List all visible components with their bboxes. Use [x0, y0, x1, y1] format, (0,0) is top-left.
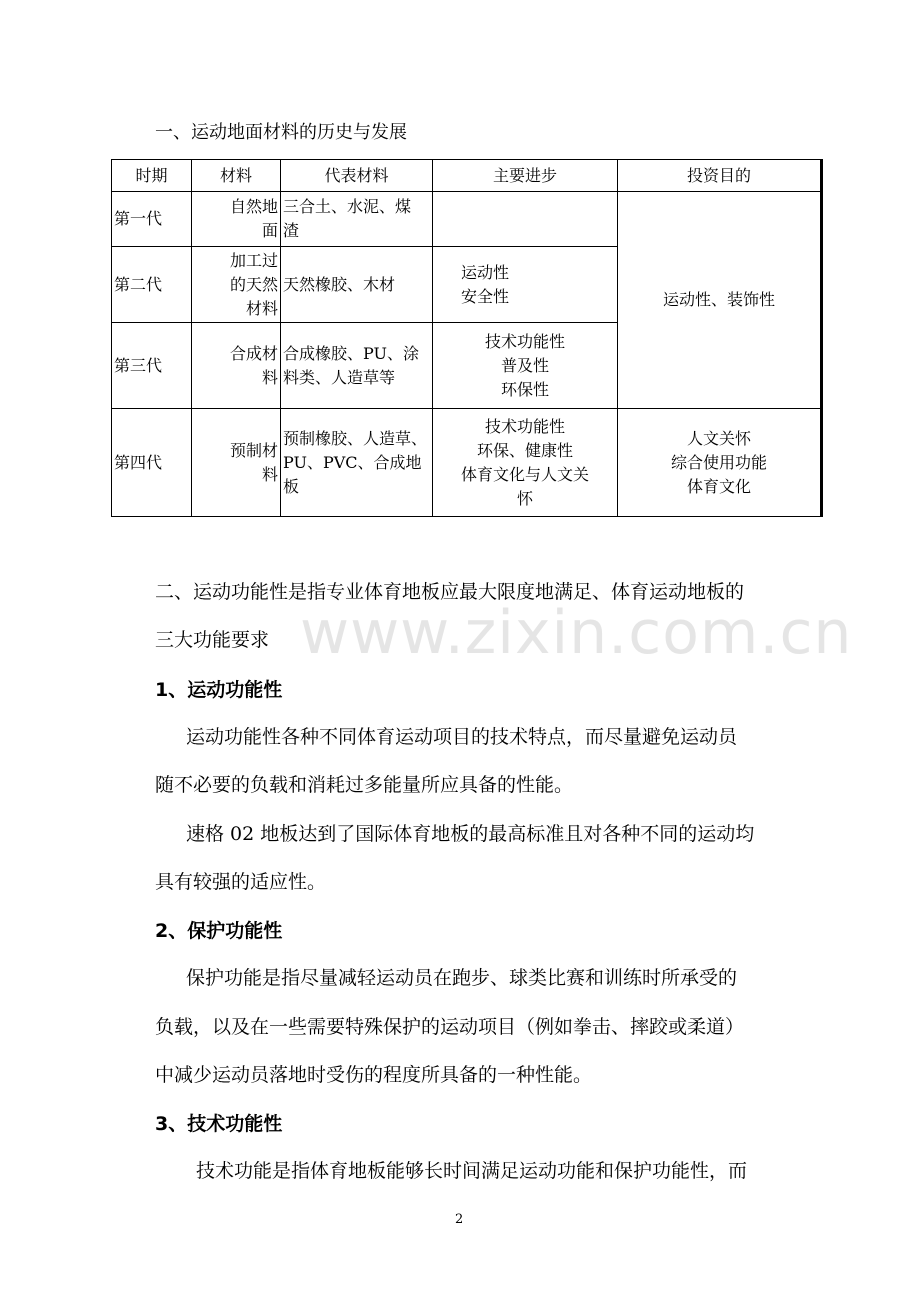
- heading-technical-function: 3、技术功能性: [155, 1113, 283, 1135]
- progress-cell: 技术功能性 环保、健康性 体育文化与人文关 怀: [433, 409, 618, 517]
- material-cell: 自然地 面: [192, 192, 281, 247]
- purpose-cell: 人文关怀 综合使用功能 体育文化: [618, 409, 822, 517]
- material-cell: 预制材 料: [192, 409, 281, 517]
- section-title: 一、运动地面材料的历史与发展: [155, 122, 407, 143]
- heading-sport-function: 1、运动功能性: [155, 679, 283, 701]
- representative-cell: 天然橡胶、木材: [281, 247, 433, 323]
- period-cell: 第三代: [112, 323, 192, 409]
- paragraph-line: 随不必要的负载和消耗过多能量所应具备的性能。: [155, 774, 574, 796]
- history-table: [111, 159, 823, 517]
- header-cell: 时期: [112, 160, 192, 192]
- paragraph-line: 速格 02 地板达到了国际体育地板的最高标准且对各种不同的运动均: [186, 823, 755, 845]
- material-cell: 合成材 料: [192, 323, 281, 409]
- period-cell: 第四代: [112, 409, 192, 517]
- paragraph-line: 技术功能是指体育地板能够长时间满足运动功能和保护功能性，而: [196, 1160, 748, 1182]
- paragraph-line: 保护功能是指尽量减轻运动员在跑步、球类比赛和训练时所承受的: [186, 967, 738, 989]
- progress-cell: 技术功能性 普及性 环保性: [433, 323, 618, 409]
- section2-line: 二、运动功能性是指专业体育地板应最大限度地满足、体育运动地板的: [155, 581, 745, 603]
- material-cell: 加工过 的天然 材料: [192, 247, 281, 323]
- progress-cell: [433, 192, 618, 247]
- progress-cell: 运动性 安全性: [433, 247, 618, 323]
- paragraph-line: 具有较强的适应性。: [155, 871, 327, 893]
- representative-cell: 预制橡胶、人造草、 PU、PVC、合成地 板: [281, 409, 433, 517]
- page-number: 2: [455, 1212, 464, 1227]
- period-cell: 第二代: [112, 247, 192, 323]
- paragraph-line: 运动功能性各种不同体育运动项目的技术特点，而尽量避免运动员: [186, 726, 738, 748]
- representative-cell: 合成橡胶、PU、涂 料类、人造草等: [281, 323, 433, 409]
- period-cell: 第一代: [112, 192, 192, 247]
- table-row: [112, 192, 822, 247]
- table-header-row: [112, 160, 822, 192]
- header-cell: 代表材料: [281, 160, 433, 192]
- representative-cell: 三合土、水泥、煤 渣: [281, 192, 433, 247]
- purpose-cell: 运动性、装饰性: [618, 192, 822, 409]
- heading-protection-function: 2、保护功能性: [155, 920, 283, 942]
- table-row: [112, 409, 822, 517]
- header-cell: 投资目的: [618, 160, 822, 192]
- paragraph-line: 中减少运动员落地时受伤的程度所具备的一种性能。: [155, 1064, 593, 1086]
- header-cell: 主要进步: [433, 160, 618, 192]
- header-cell: 材料: [192, 160, 281, 192]
- section2-line: 三大功能要求: [155, 629, 270, 651]
- paragraph-line: 负载，以及在一些需要特殊保护的运动项目（例如拳击、摔跤或柔道）: [155, 1016, 745, 1038]
- watermark-text: www.zixin.com.cn: [300, 598, 853, 668]
